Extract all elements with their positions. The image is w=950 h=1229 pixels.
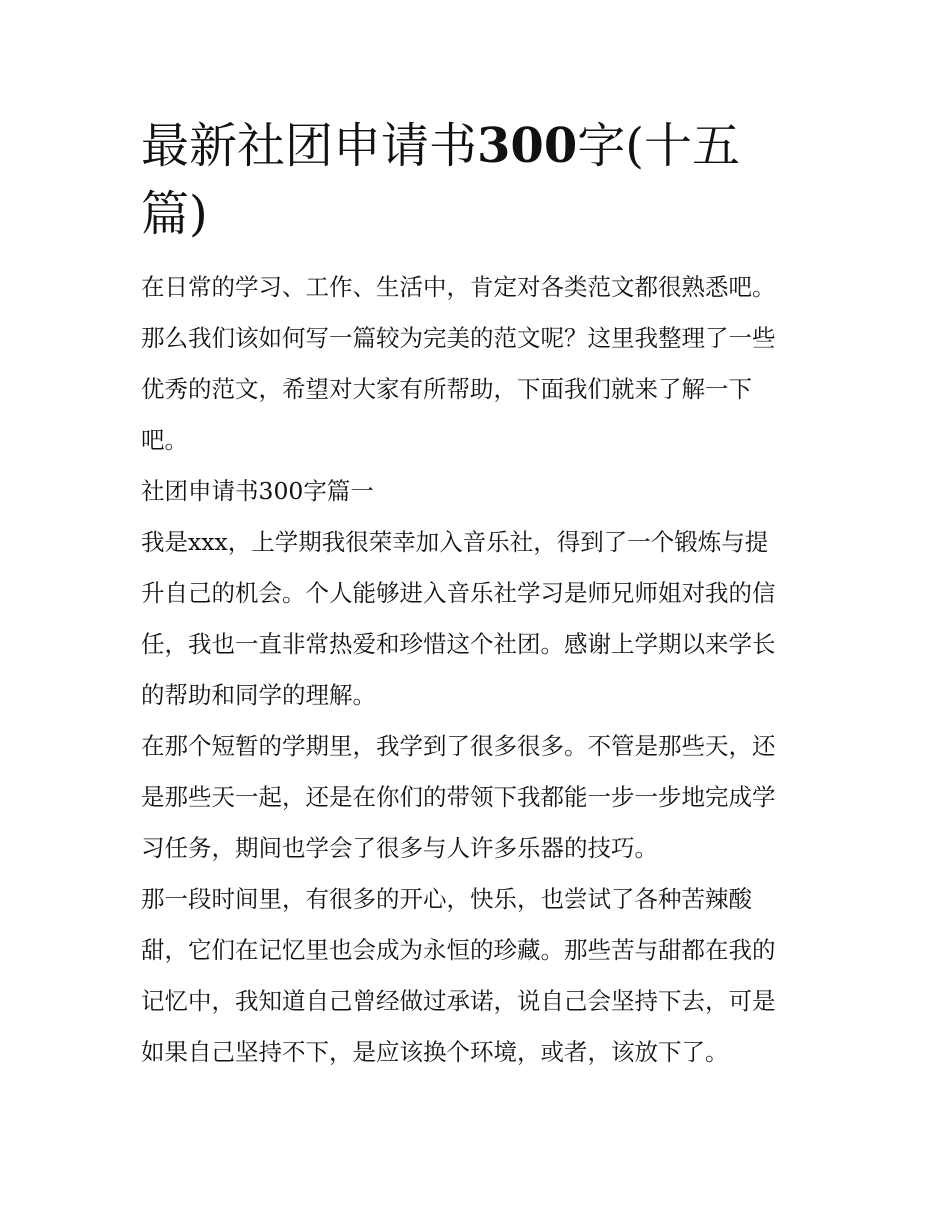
intro-line-2: 那么我们该如何写一篇较为完美的范文呢？这里我整理了一些 bbox=[141, 324, 776, 352]
paragraph-3-line-1: 那一段时间里，有很多的开心，快乐，也尝试了各种苦辣酸 bbox=[141, 885, 752, 913]
paragraph-3-line-2: 甜，它们在记忆里也会成为永恒的珍藏。那些苦与甜都在我的 bbox=[141, 936, 776, 964]
paragraph-3-line-3: 记忆中，我知道自己曾经做过承诺，说自己会坚持下去，可是 bbox=[141, 987, 776, 1015]
paragraph-2-line-2: 是那些天一起，还是在你们的带领下我都能一步一步地完成学 bbox=[141, 783, 776, 811]
intro-line-4: 吧。 bbox=[141, 426, 188, 454]
paragraph-1-line-2: 升自己的机会。个人能够进入音乐社学习是师兄师姐对我的信 bbox=[141, 579, 776, 607]
document-body bbox=[141, 262, 813, 1078]
paragraph-1-line-4: 的帮助和同学的理解。 bbox=[141, 681, 376, 709]
paragraph-2-line-3: 习任务，期间也学会了很多与人许多乐器的技巧。 bbox=[141, 834, 658, 862]
title-line-2: 篇) bbox=[141, 186, 208, 242]
section-heading: 社团申请书300字篇一 bbox=[141, 477, 374, 505]
paragraph-1-line-3: 任，我也一直非常热爱和珍惜这个社团。感谢上学期以来学长 bbox=[141, 630, 776, 658]
document-title bbox=[141, 112, 813, 248]
intro-line-1: 在日常的学习、工作、生活中，肯定对各类范文都很熟悉吧。 bbox=[141, 273, 776, 301]
paragraph-1-line-1: 我是xxx，上学期我很荣幸加入音乐社，得到了一个锻炼与提 bbox=[141, 528, 769, 556]
title-line-1: 最新社团申请书300字(十五 bbox=[141, 118, 740, 174]
paragraph-2-line-1: 在那个短暂的学期里，我学到了很多很多。不管是那些天，还 bbox=[141, 732, 776, 760]
paragraph-3-line-4: 如果自己坚持不下，是应该换个环境，或者，该放下了。 bbox=[141, 1038, 729, 1066]
intro-line-3: 优秀的范文，希望对大家有所帮助，下面我们就来了解一下 bbox=[141, 375, 752, 403]
document-page bbox=[141, 112, 813, 1078]
